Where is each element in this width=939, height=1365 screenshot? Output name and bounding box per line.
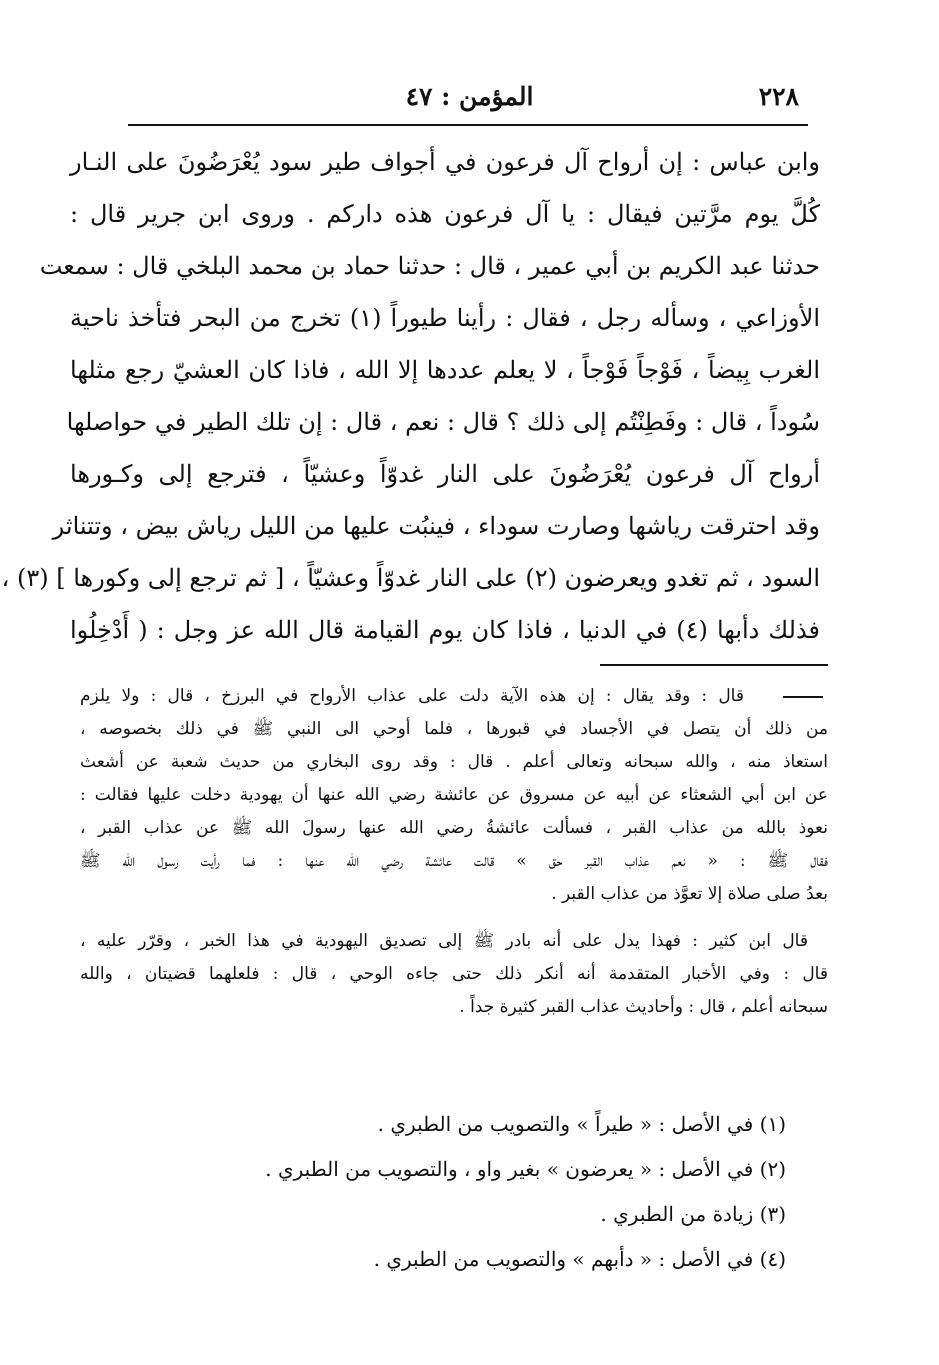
text-line: حدثنا عبد الكريم بن أبي عمير ، قال : حدثنا حماد بن محمد البلخي قال : سمعت <box>39 252 820 280</box>
text-line: الأوزاعي ، وسأله رجل ، فقال : رأينا طيوراً (١) تخرج من البحر فتأخذ ناحية <box>70 304 820 332</box>
text-line: الغرب بِيضاً ، فَوْجاً فَوْجاً ، لا يعلم عددها إلا الله ، فاذا كان العشيّ رجع مثلها <box>70 356 820 384</box>
note-line: قال : وفي الأخبار المتقدمة أنه أنكر ذلك حتى جاءه الوحي ، قال : فلعلهما قضيتان ، والله <box>80 964 828 984</box>
page-number: ٢٢٨ <box>758 82 799 111</box>
text-line: كُلَّ يوم مرَّتين فيقال : يا آل فرعون هذه داركم . وروى ابن جرير قال : <box>70 200 820 228</box>
note-line: استعاذ منه ، والله سبحانه وتعالى أعلم . قال : وقد روى البخاري من حديث شعبة عن أشعث <box>80 752 828 772</box>
page-header <box>120 78 819 118</box>
footnotes-list <box>80 1102 828 1282</box>
note-line: من ذلك أن يتصل في الأجساد في قبورها ، فلما أوحي الى النبي ﷺ في ذلك بخصوصه ، <box>80 719 828 739</box>
text-line: سُوداً ، قال : وفَطِنْتُم إلى ذلك ؟ قال : نعم ، قال : إن تلك الطير في حواصلها <box>66 408 820 436</box>
note-line: فقال ﷺ : « نعم عذاب القبر حق » قالت عائشة رضي الله عنها : فما رأيت رسول الله ﷺ <box>80 851 828 871</box>
note-line: نعوذ بالله من عذاب القبر ، فسألت عائشةُ رضي الله عنها رسولَ الله ﷺ عن عذاب القبر ، <box>80 818 828 838</box>
commentary-notes <box>80 680 828 1024</box>
footnote-item: (٤) في الأصل : « دأبهم » والتصويب من الطبري . <box>373 1247 786 1271</box>
text-line: أرواح آل فرعون يُعْرَضُونَ على النار غدوّاً وعشيّاً ، فترجع إلى وكـورها <box>70 460 820 488</box>
note-line: قال ابن كثير : فهذا يدل على أنه بادر ﷺ إلى تصديق اليهودية في هذا الخبر ، وقرّر عليه ، <box>80 931 808 951</box>
note-line: قال : وقد يقال : إن هذه الآية دلت على عذاب الأرواح في البرزخ ، قال : ولا يلزم <box>80 686 744 706</box>
note-gap <box>80 911 828 925</box>
text-line: وقد احترقت رياشها وصارت سوداء ، فينبُت عليها من الليل رياش بيض ، وتتناثر <box>52 512 820 540</box>
header-rule <box>128 124 808 126</box>
footnote-item: (٣) زيادة من الطبري . <box>600 1202 786 1226</box>
footnote-item: (١) في الأصل : « طيراً » والتصويب من الطبري . <box>377 1112 786 1136</box>
main-text <box>1 136 821 656</box>
footnote-separator <box>600 664 828 666</box>
text-line: السود ، ثم تغدو ويعرضون (٢) على النار غدوّاً وعشيّاً ، [ ثم ترجع إلى وكورها ] (٣) ، <box>1 564 820 592</box>
note-line: سبحانه أعلم ، قال : وأحاديث عذاب القبر كثيرة جداً . <box>459 997 828 1017</box>
note-line: بعدُ صلى صلاة إلا تعوَّذ من عذاب القبر . <box>551 884 828 904</box>
running-title: المؤمن : ٤٧ <box>405 82 534 111</box>
text-line: فذلك دأبها (٤) في الدنيا ، فاذا كان يوم القيامة قال الله عز وجل : ( أَدْخِلُوا <box>70 616 821 644</box>
footnote-item: (٢) في الأصل : « يعرضون » بغير واو ، والتصويب من الطبري . <box>265 1157 786 1181</box>
text-line: وابن عباس : إن أرواح آل فرعون في أجواف طير سود يُعْرَضُونَ على النـار <box>70 148 820 176</box>
note-line: عن ابن أبي الشعثاء عن أبيه عن مسروق عن عائشة رضي الله عنها أن يهودية دخلت عليها فقالت : <box>80 785 828 805</box>
